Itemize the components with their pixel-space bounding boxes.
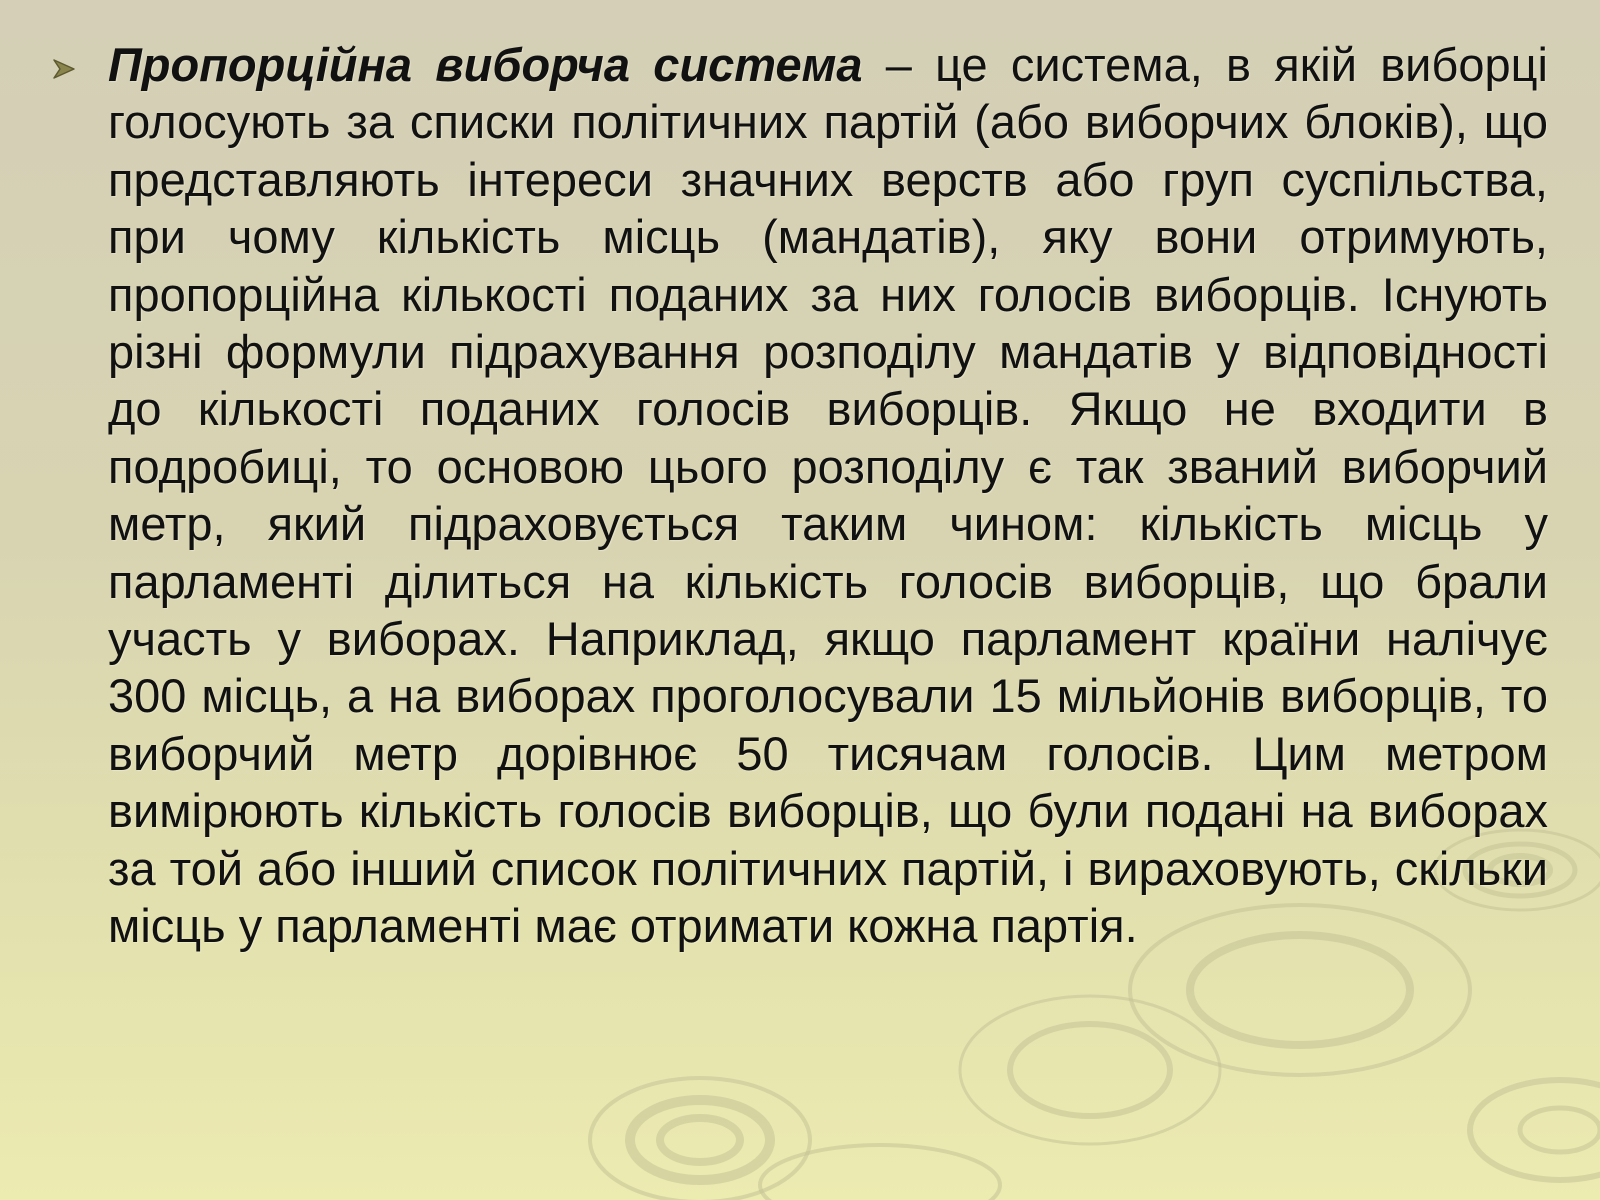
- definition-text: – це система, в якій виборці голосують за списки політичних партій (або виборчих блоків), що представляють інтереси значних верств або груп суспільства, при чому кількість місць (мандатів), яку вони отримують, пропорційна кількості поданих за них голосів виборців. Існують різні формули підрахування розподілу мандатів у відповідності до кількості поданих голосів виборців. Якщо не входити в подробиці, то основою цього розподілу є так званий виборчий метр, який підраховується таким чином: кількість місць у парламенті ділиться на кількість голосів виборців, що брали участь у виборах. Наприклад, якщо парламент країни налічує 300 місць, а на виборах проголосували 15 мільйонів виборців, то виборчий метр дорівнює 50 тисячам голосів. Цим метром вимірюють кількість голосів виборців, що були подані на виборах за той або інший список політичних партій, і вираховують, скільки місць у парламенті має отримати кожна партія.: [108, 38, 1548, 953]
- definition-paragraph: [108, 36, 1548, 955]
- arrowhead-bullet-icon: [52, 58, 76, 80]
- term-heading: Пропорційна виборча система: [108, 38, 863, 91]
